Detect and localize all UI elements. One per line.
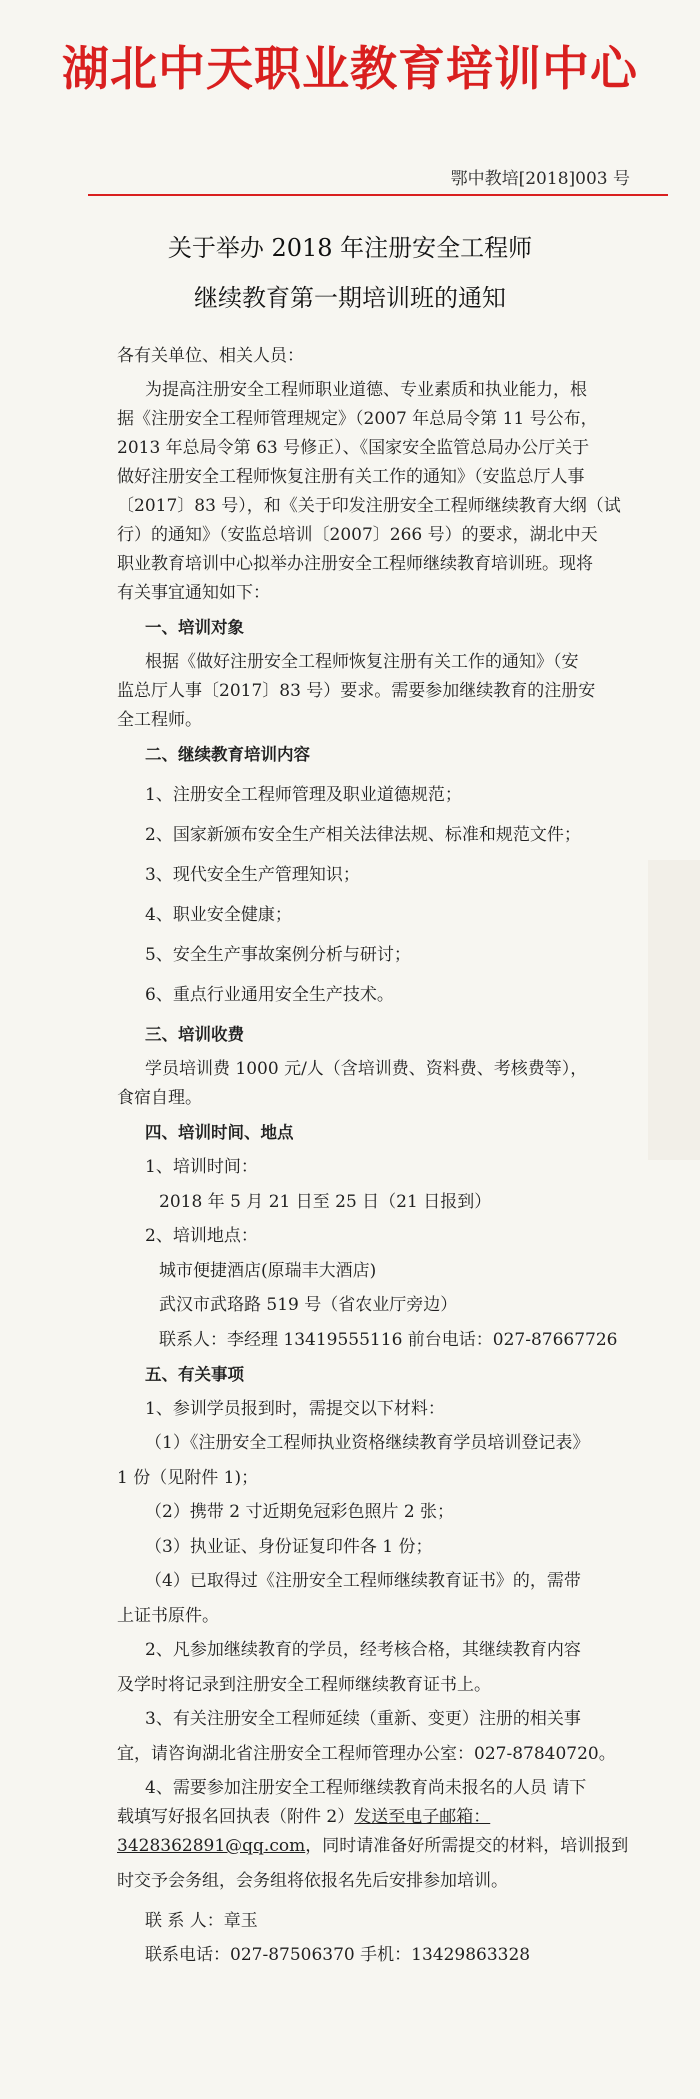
section-heading-training-target: 一、培训对象 xyxy=(145,618,244,637)
content-list-item: 6、重点行业通用安全生产技术。 xyxy=(145,985,394,1005)
email-send-label: 发送至电子邮箱： xyxy=(354,1807,491,1827)
notes-item: 时交予会务组，会务组将依报名先后安排参加培训。 xyxy=(117,1871,508,1891)
notes-item xyxy=(117,1803,617,1832)
section-heading-time-place: 四、培训时间、地点 xyxy=(145,1123,294,1142)
content-list-item: 3、现代安全生产管理知识； xyxy=(145,865,360,885)
notes-item: 4、需要参加注册安全工程师继续教育尚未报名的人员 请下 xyxy=(145,1778,587,1798)
notes-item: 宜，请咨询湖北省注册安全工程师管理办公室：027-87840720。 xyxy=(117,1744,616,1764)
notes-subitem: 1 份（见附件 1)； xyxy=(117,1468,259,1488)
section-text: 监总厅人事〔2017〕83 号）要求。需要参加继续教育的注册安 xyxy=(117,681,596,701)
hotel-name: 城市便捷酒店(原瑞丰大酒店) xyxy=(159,1261,377,1281)
notes-subitem: （4）已取得过《注册安全工程师继续教育证书》的，需带 xyxy=(145,1571,581,1591)
notes-item: 及学时将记录到注册安全工程师继续教育证书上。 xyxy=(117,1675,491,1695)
notice-title-line-1: 关于举办 2018 年注册安全工程师 xyxy=(167,234,533,262)
notes-text: 载填写好报名回执表（附件 2） xyxy=(117,1807,355,1827)
notice-body xyxy=(117,336,629,1970)
footer-contact-person: 联 系 人：章玉 xyxy=(145,1911,258,1931)
section-heading-training-content: 二、继续教育培训内容 xyxy=(145,745,310,764)
content-list-item: 2、国家新颁布安全生产相关法律法规、标准和规范文件； xyxy=(145,825,581,845)
hotel-contact: 联系人：李经理 13419555116 前台电话：027-87667726 xyxy=(159,1330,618,1350)
section-heading-fees: 三、培训收费 xyxy=(145,1025,244,1044)
intro-line: 职业教育培训中心拟举办注册安全工程师继续教育培训班。现将 xyxy=(117,554,593,574)
notes-subitem: （1）《注册安全工程师执业资格继续教育学员培训登记表》 xyxy=(145,1433,590,1453)
letterhead-red-rule xyxy=(88,194,668,196)
content-list-item: 1、注册安全工程师管理及职业道德规范； xyxy=(145,785,462,805)
intro-line: 2013 年总局令第 63 号修正）、《国家安全监管总局办公厅关于 xyxy=(117,438,590,458)
intro-line: 据《注册安全工程师管理规定》（2007 年总局令第 11 号公布， xyxy=(117,409,598,429)
footer-contact-phone: 联系电话：027-87506370 手机：13429863328 xyxy=(145,1945,531,1965)
faint-seal-watermark xyxy=(640,860,700,1160)
document-number: 鄂中教培[2018]003 号 xyxy=(450,169,630,189)
place-label: 2、培训地点： xyxy=(145,1226,258,1246)
notes-item: 2、凡参加继续教育的学员，经考核合格，其继续教育内容 xyxy=(145,1640,581,1660)
intro-line: 行）的通知》（安监总培训〔2007〕266 号）的要求，湖北中天 xyxy=(117,525,598,545)
notice-title-line-2: 继续教育第一期培训班的通知 xyxy=(194,284,506,312)
intro-line: 为提高注册安全工程师职业道德、专业素质和执业能力，根 xyxy=(145,380,587,400)
notes-subitem: （3）执业证、身份证复印件各 1 份； xyxy=(145,1537,433,1557)
notes-item xyxy=(117,1832,629,1861)
intro-line: 做好注册安全工程师恢复注册有关工作的通知》（安监总厅人事 xyxy=(117,467,585,487)
org-letterhead-title: 湖北中天职业教育培训中心 xyxy=(62,42,638,97)
content-list-item: 4、职业安全健康； xyxy=(145,905,292,925)
hotel-address: 武汉市武珞路 519 号（省农业厅旁边） xyxy=(159,1295,458,1315)
salutation: 各有关单位、相关人员： xyxy=(117,346,304,366)
notes-subitem: （2）携带 2 寸近期免冠彩色照片 2 张； xyxy=(145,1502,455,1522)
notes-subitem: 上证书原件。 xyxy=(117,1606,219,1626)
section-text: 食宿自理。 xyxy=(117,1088,202,1108)
time-value: 2018 年 5 月 21 日至 25 日（21 日报到） xyxy=(159,1192,492,1212)
notes-text: ，同时请准备好所需提交的材料，培训报到 xyxy=(305,1836,629,1856)
intro-line: 〔2017〕83 号），和《关于印发注册安全工程师继续教育大纲（试 xyxy=(117,496,621,516)
section-text: 学员培训费 1000 元/人（含培训费、资料费、考核费等）， xyxy=(145,1059,588,1079)
notes-item: 3、有关注册安全工程师延续（重新、变更）注册的相关事 xyxy=(145,1709,581,1729)
time-label: 1、培训时间： xyxy=(145,1157,258,1177)
intro-line: 有关事宜通知如下： xyxy=(117,583,270,603)
notes-item: 1、参训学员报到时，需提交以下材料： xyxy=(145,1399,445,1419)
section-text: 根据《做好注册安全工程师恢复注册有关工作的通知》（安 xyxy=(145,652,579,672)
content-list-item: 5、安全生产事故案例分析与研讨； xyxy=(145,945,411,965)
section-heading-notes: 五、有关事项 xyxy=(145,1365,244,1384)
email-link[interactable]: 3428362891@qq.com xyxy=(117,1836,306,1856)
section-text: 全工程师。 xyxy=(117,710,202,730)
